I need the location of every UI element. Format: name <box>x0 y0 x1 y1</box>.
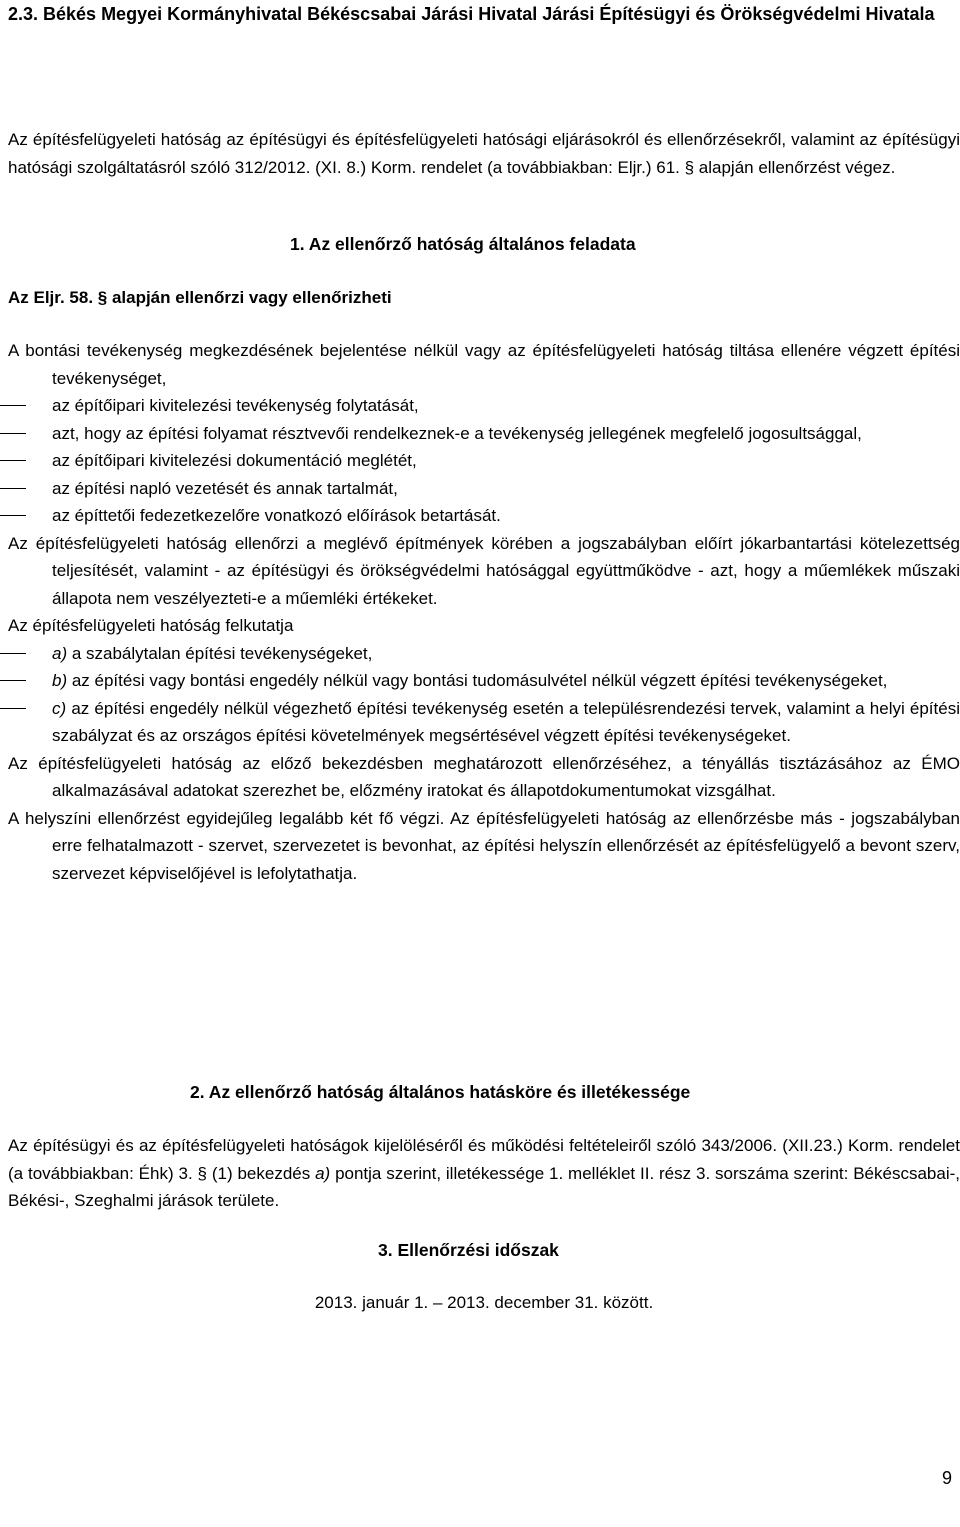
felkutatja-paragraph: Az építésfelügyeleti hatóság felkutatja <box>8 616 294 635</box>
dash-icon <box>0 708 26 709</box>
search-list <box>8 640 960 750</box>
list-item: c) az építési engedély nélkül végezhető építési tevékenység esetén a településrendezési tervek, valamint a helyi építési szabályzat és az országos építési követelmények megsértésével végzett építési tevékenységeket. <box>8 695 960 750</box>
section-1-subheading: Az Eljr. 58. § alapján ellenőrzi vagy ellenőrizheti <box>8 288 392 307</box>
onsite-paragraph: A helyszíni ellenőrzést egyidejűleg legalább két fő végzi. Az építésfelügyeleti hatóság az ellenőrzésbe más - jogszabályban erre felhatalmazott - szervet, szervezetet is bevonhat, az építési helyszín ellenőrzését az építésfelügyelő a bevont szerv, szervezet képviselőjével is lefolytathatja. <box>8 808 960 883</box>
dash-icon <box>0 405 26 406</box>
section-1-title: 1. Az ellenőrző hatóság általános feladata <box>290 234 636 254</box>
list-item: az építési napló vezetését és annak tartalmát, <box>8 475 960 503</box>
dash-icon <box>0 488 26 489</box>
list-item: az építőipari kivitelezési dokumentáció meglétét, <box>8 447 960 475</box>
dash-icon <box>0 460 26 461</box>
section-1-body <box>8 337 960 887</box>
section-2-paragraph: Az építésügyi és az építésfelügyeleti hatóságok kijelöléséről és működési feltételeiről szóló 343/2006. (XII.23.) Korm. rendelet (a továbbiakban: Éhk) 3. § (1) bekezdés a) pontja szerint, illetékessége 1. melléklet II. rész 3. sorszáma szerint: Békéscsabai-, Békési-, Szeghalmi járások területe. <box>8 1136 960 1210</box>
intro-paragraph: Az építésfelügyeleti hatóság az építésügyi és építésfelügyeleti hatósági eljárásokról és ellenőrzésekről, valamint az építésügyi hatósági szolgáltatásról szóló 312/2012. (XI. 8.) Korm. rendelet (a továbbiakban: Eljr.) 61. § alapján ellenőrzést végez. <box>8 130 960 177</box>
emo-paragraph: Az építésfelügyeleti hatóság az előző bekezdésben meghatározott ellenőrzéséhez, a tényállás tisztázásához az ÉMO alkalmazásával adatokat szerezhet be, előzmény iratokat és állapotdokumentumokat vizsgálhat. <box>8 753 960 800</box>
control-list <box>8 392 960 530</box>
list-item: a) a szabálytalan építési tevékenységeket, <box>8 640 960 668</box>
list-item: az építőipari kivitelezési tevékenység folytatását, <box>8 392 960 420</box>
inspection-period: 2013. január 1. – 2013. december 31. között. <box>314 1293 654 1312</box>
page-number: 9 <box>941 1468 952 1488</box>
list-item: azt, hogy az építési folyamat résztvevői rendelkeznek-e a tevékenység jellegének megfelelő jogosultsággal, <box>8 420 960 448</box>
maintenance-paragraph: Az építésfelügyeleti hatóság ellenőrzi a meglévő építmények körében a jogszabályban előírt jókarbantartási kötelezettség teljesítését, valamint - az építésügyi és örökségvédelmi hatósággal együttműködve - azt, hogy a műemlékek műszaki állapota nem veszélyezteti-e a műemléki értékeket. <box>8 533 960 608</box>
section-2-title: 2. Az ellenőrző hatóság általános hatásköre és illetékessége <box>190 1082 691 1102</box>
list-item: b) az építési vagy bontási engedély nélkül vagy bontási tudomásulvétel nélkül végzett építési tevékenységeket, <box>8 667 960 695</box>
dash-icon <box>0 653 26 654</box>
document-heading: 2.3. Békés Megyei Kormányhivatal Békéscsabai Járási Hivatal Járási Építésügyi és Örökségvédelmi Hivatala <box>8 4 935 24</box>
dash-icon <box>0 515 26 516</box>
dash-icon <box>0 680 26 681</box>
section-3-title: 3. Ellenőrzési időszak <box>378 1240 559 1260</box>
dash-icon <box>0 433 26 434</box>
list-item: az építtetői fedezetkezelőre vonatkozó előírások betartását. <box>8 502 960 530</box>
bontasi-paragraph: A bontási tevékenység megkezdésének bejelentése nélkül vagy az építésfelügyeleti hatóság tiltása ellenére végzett építési tevékenységet, <box>8 341 960 388</box>
